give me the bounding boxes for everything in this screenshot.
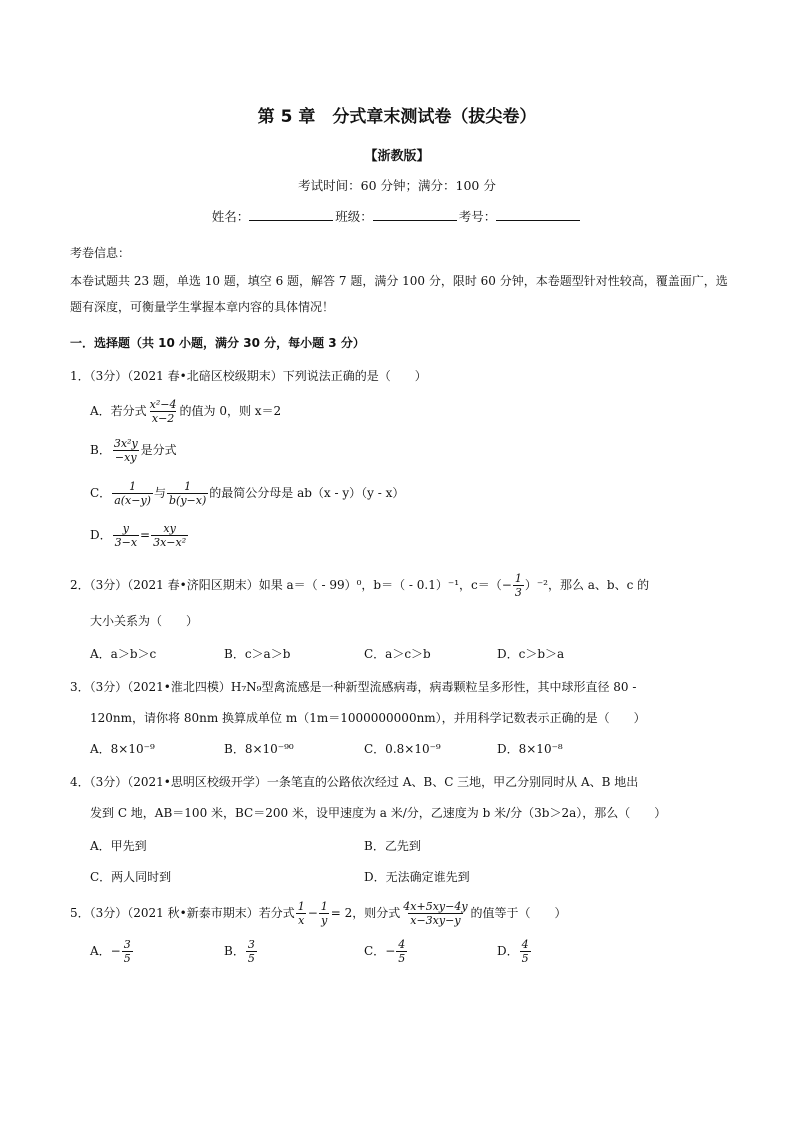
exam-info: 考试时间：60 分钟；满分：100 分 — [298, 178, 496, 193]
fraction: $\frac{1}{y}$ — [320, 900, 328, 927]
question-3-option-b: B．8×10⁻⁹⁰ — [224, 742, 294, 756]
page-title: 第 5 章 分式章末测试卷（拔尖卷） — [257, 107, 537, 127]
intro-text: 本卷试题共 23 题，单选 10 题，填空 6 题，解答 7 题，满分 100 分，限时 60 分钟，本卷题型针对性较高，覆盖面广，选题有深度，可衡量学生掌握本章内容的具体情况！ — [70, 274, 728, 314]
question-4-line-1: 4．（3分）（2021•思明区校级开学）一条笔直的公路依次经过 A、B、C 三地，甲乙分别同时从 A、B 地出 — [70, 775, 639, 789]
question-3-option-d: D．8×10⁻⁸ — [497, 742, 563, 756]
question-1-option-d: D． $\frac{y}{3-x}$ = $\frac{xy}{\text{3x−x²}}$ — [90, 522, 187, 549]
question-1-option-a: A．若分式 $\frac{\text{x²−4}}{x-2}$ 的值为 0，则 x＝2 — [90, 398, 282, 425]
name-blank[interactable] — [249, 208, 333, 221]
fraction: $\frac{\text{x²−4}}{x-2}$ — [149, 398, 177, 425]
number-blank[interactable] — [496, 208, 580, 221]
fraction: $\frac{1}{x}$ — [297, 900, 305, 927]
fraction: $\frac{xy}{\text{3x−x²}}$ — [153, 522, 187, 549]
name-label: 姓名： — [211, 209, 250, 224]
fraction: $\frac{\text{3x²y}}{-xy}$ — [113, 437, 138, 464]
fraction: $\frac{3}{5}$ — [123, 938, 131, 965]
fraction: $\frac{4}{5}$ — [398, 938, 406, 965]
question-2-option-d: D．c＞b＞a — [497, 647, 565, 661]
question-2-option-b: B．c＞a＞b — [224, 647, 291, 661]
edition-label: 【浙教版】 — [364, 149, 430, 164]
question-4-option-c: C．两人同时到 — [90, 870, 172, 884]
student-info-row — [0, 207, 794, 225]
number-label: 考号： — [458, 209, 497, 224]
question-5-option-d: D． $\frac{4}{5}$ — [497, 938, 529, 965]
question-2-option-a: A．a＞b＞c — [90, 647, 157, 661]
question-5-option-a: A．− $\frac{3}{5}$ — [90, 938, 131, 965]
question-5-option-c: C．− $\frac{4}{5}$ — [364, 938, 406, 965]
fraction: $\frac{4}{5}$ — [521, 938, 529, 965]
fraction: $\frac{1}{b(y-x)}$ — [168, 480, 207, 507]
fraction: $\frac{1}{3}$ — [514, 572, 522, 599]
question-3-line-1: 3．（3分）（2021•淮北四模）H₇N₉型禽流感是一种新型流感病毒，病毒颗粒呈多形性，其中球形直径 80 - — [70, 680, 637, 694]
fraction: $\frac{4x+5xy-4y}{x-3xy-y}$ — [403, 900, 468, 927]
section-heading: 一．选择题（共 10 小题，满分 30 分，每小题 3 分） — [70, 336, 365, 350]
question-3-option-c: C．0.8×10⁻⁹ — [364, 742, 441, 756]
question-1-option-c: C． $\frac{1}{a(x-y)}$ 与 $\frac{1}{b(y-x)}$ 的最简公分母是 ab（x - y）（y - x） — [90, 480, 405, 507]
fraction: $\frac{y}{3-x}$ — [114, 522, 138, 549]
class-blank[interactable] — [373, 208, 457, 221]
question-4-option-a: A．甲先到 — [90, 839, 147, 853]
question-4-line-2: 发到 C 地，AB＝100 米，BC＝200 米，设甲速度为 a 米/分，乙速度为 b 米/分（3b＞2a），那么（ ） — [90, 806, 667, 820]
question-4-option-b: B．乙先到 — [364, 839, 421, 853]
question-3-line-2: 120nm，请你将 80nm 换算成单位 m（1m＝1000000000nm），并用科学记数表示正确的是（ ） — [90, 711, 646, 725]
question-5-stem: 5．（3分）（2021 秋•新泰市期末）若分式 $\frac{1}{x}$ − $\frac{1}{y}$ = 2，则分式 $\frac{4x+5xy-4y}{x-3xy-y}$ 的值等于（ ） — [70, 900, 567, 927]
class-label: 班级： — [335, 209, 373, 224]
question-1-option-b: B． $\frac{\text{3x²y}}{-xy}$ 是分式 — [90, 437, 177, 464]
question-5-option-b: B． $\frac{3}{5}$ — [224, 938, 255, 965]
question-2-option-c: C．a＞c＞b — [364, 647, 431, 661]
fraction: $\frac{3}{5}$ — [247, 938, 255, 965]
question-1-stem: 1．（3分）（2021 春•北碚区校级期末）下列说法正确的是（ ） — [70, 369, 427, 383]
question-3-option-a: A．8×10⁻⁹ — [90, 742, 155, 756]
intro-label: 考卷信息： — [70, 246, 131, 260]
question-2-line-1: 2．（3分）（2021 春•济阳区期末）如果 a＝（ - 99）⁰，b＝（ - 0.1）⁻¹，c＝（− $\frac{1}{3}$ ）⁻²，那么 a、b、c 的 — [70, 572, 650, 599]
fraction: $\frac{1}{a(x-y)}$ — [114, 480, 151, 507]
question-2-line-2: 大小关系为（ ） — [90, 614, 199, 628]
question-4-option-d: D．无法确定谁先到 — [364, 870, 470, 884]
